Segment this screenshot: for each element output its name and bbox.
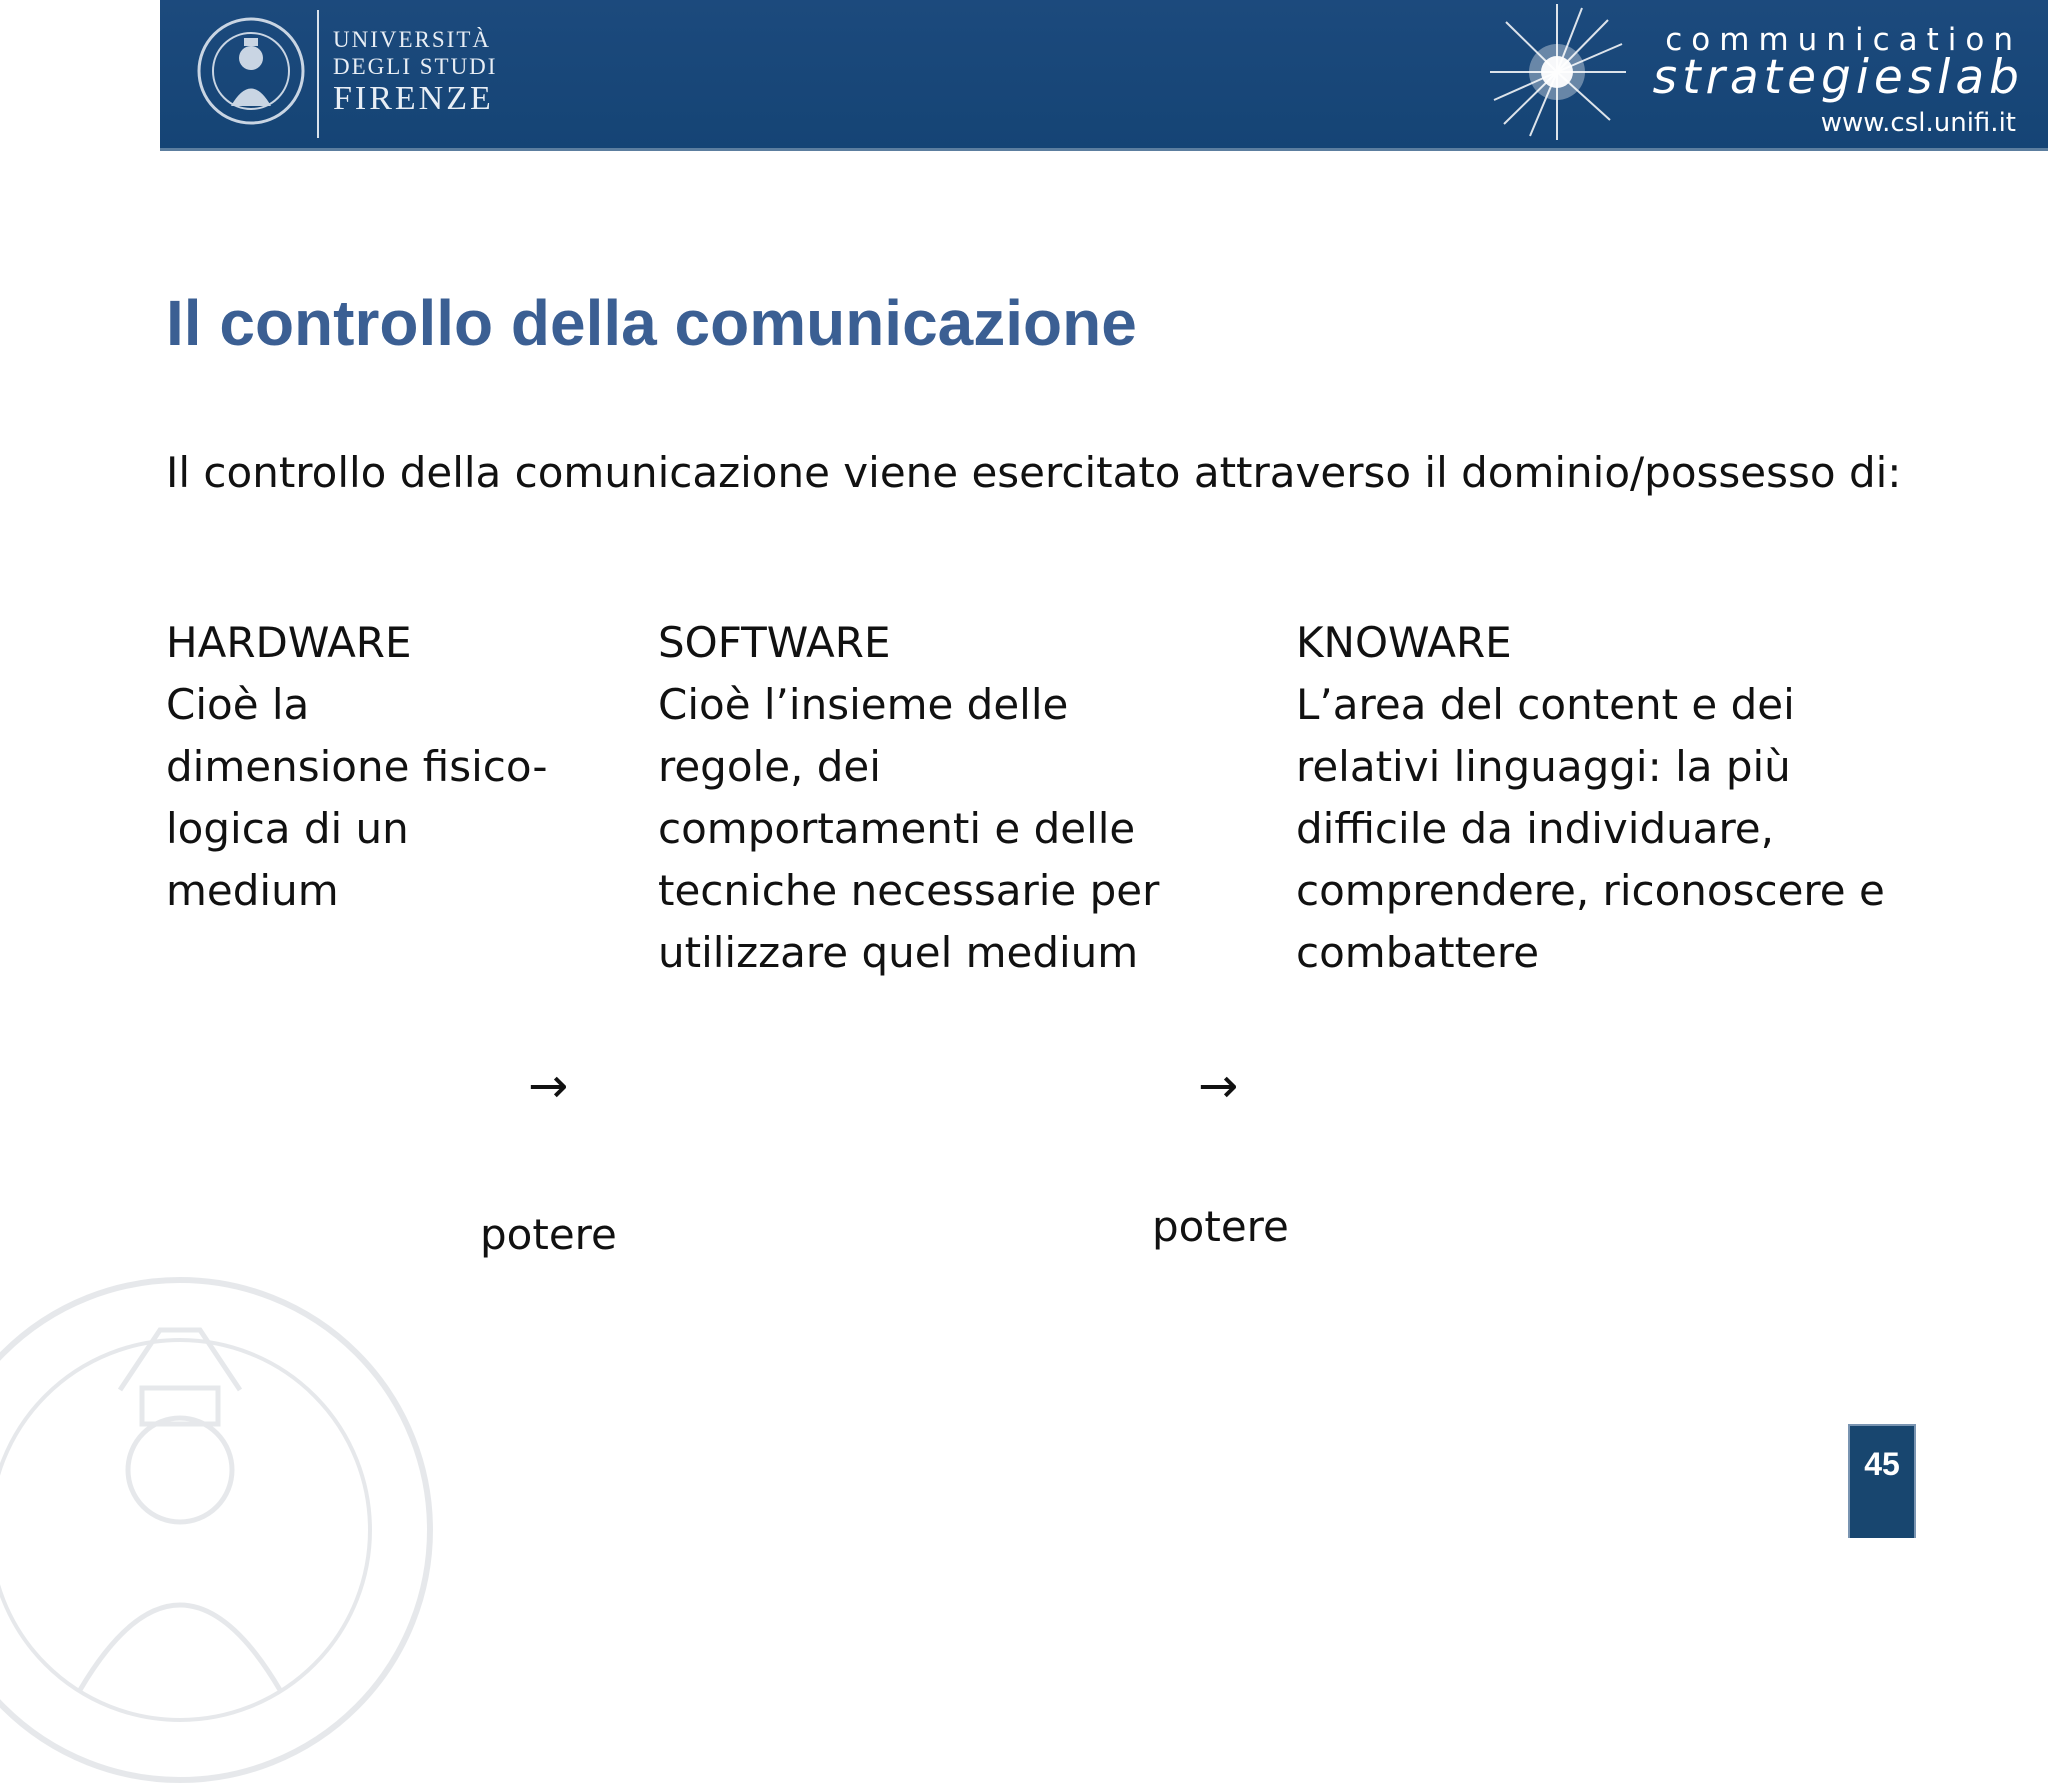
column-software [658, 612, 1178, 984]
university-line-2: DEGLI STUDI [333, 54, 498, 79]
university-line-1: UNIVERSITÀ [333, 27, 491, 52]
arrow-right-icon: → [1198, 1058, 1239, 1114]
slide-title: Il controllo della comunicazione [166, 287, 1137, 359]
logo-divider [317, 10, 319, 138]
page-number-box [1848, 1424, 1916, 1538]
column-title: SOFTWARE [658, 618, 891, 667]
power-label: potere [480, 1210, 617, 1259]
lab-name-line-1: communication [1665, 22, 2022, 58]
intro-text: Il controllo della comunicazione viene esercitato attraverso il dominio/possesso di: [166, 448, 1902, 497]
column-hardware [166, 612, 566, 922]
arrow-right-icon: → [528, 1058, 569, 1114]
lab-name-line-2: strategieslab [1652, 50, 2024, 105]
university-name [333, 28, 497, 116]
column-title: HARDWARE [166, 618, 412, 667]
power-label: potere [1152, 1202, 1289, 1251]
university-seal-logo [196, 16, 306, 126]
column-body: L’area del content e dei relativi linguaggi: la più difficile da individuare, comprendere, riconoscere e combattere [1296, 680, 1885, 977]
column-knoware [1296, 612, 1916, 984]
page-number: 45 [1864, 1446, 1900, 1482]
university-line-3: FIRENZE [333, 80, 494, 117]
lab-url: www.csl.unifi.it [1820, 108, 2016, 138]
column-body: Cioè l’insieme delle regole, dei comportamenti e delle tecniche necessarie per utilizzare quel medium [658, 680, 1160, 977]
column-body: Cioè la dimensione fisico-logica di un medium [166, 680, 548, 915]
column-title: KNOWARE [1296, 618, 1512, 667]
university-seal-watermark [0, 1270, 440, 1790]
starburst-icon [1482, 0, 1632, 144]
